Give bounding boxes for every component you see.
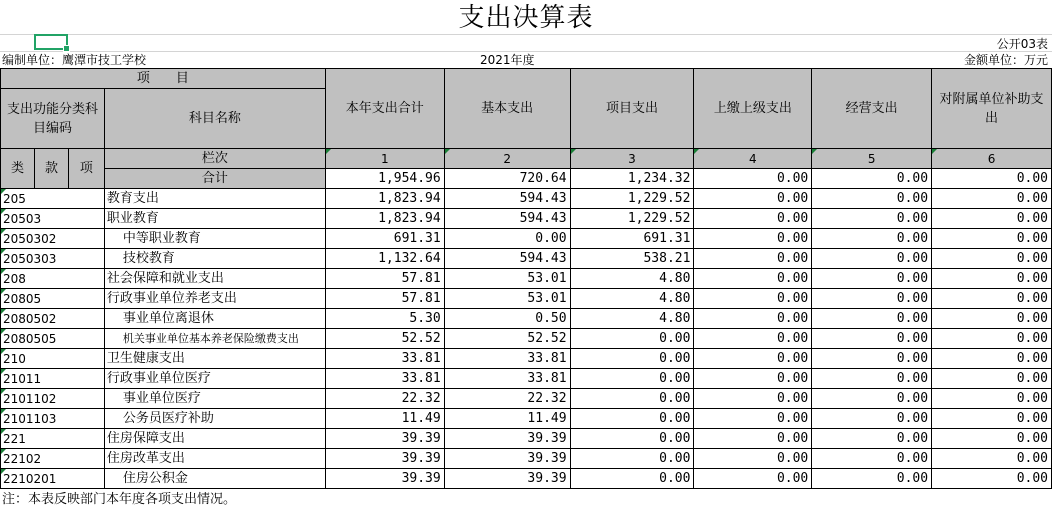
col-header-4: 上缴上级支出: [694, 69, 812, 149]
func-code-cell[interactable]: 2080505: [1, 329, 105, 349]
func-code-cell[interactable]: 22102: [1, 449, 105, 469]
col-number: 4: [694, 149, 812, 169]
amount-cell[interactable]: 0.00: [570, 349, 694, 369]
row-label: 栏次: [104, 149, 325, 169]
table-row: [1, 349, 1052, 369]
amount-cell[interactable]: 0.00: [812, 209, 932, 229]
amount-cell[interactable]: 4.80: [570, 289, 694, 309]
total-cell[interactable]: 0.00: [812, 169, 932, 189]
amount-cell[interactable]: 1,823.94: [325, 189, 444, 209]
item-group-header: 项 目: [1, 69, 326, 89]
amount-cell[interactable]: 0.00: [570, 389, 694, 409]
func-code-cell[interactable]: 221: [1, 429, 105, 449]
report-year: 2021年度: [480, 53, 535, 67]
amount-cell[interactable]: 0.00: [932, 469, 1052, 489]
amount-cell[interactable]: 0.00: [932, 249, 1052, 269]
amount-cell[interactable]: 39.39: [444, 449, 570, 469]
amount-cell[interactable]: 0.00: [812, 329, 932, 349]
report-title: 支出决算表: [458, 3, 594, 33]
col-number: 5: [812, 149, 932, 169]
subject-name-cell[interactable]: 社会保障和就业支出: [104, 269, 325, 289]
table-row: [1, 209, 1052, 229]
func-code-cell[interactable]: 2080502: [1, 309, 105, 329]
amount-cell[interactable]: 39.39: [444, 429, 570, 449]
amount-cell[interactable]: 0.00: [694, 249, 812, 269]
total-label: 合计: [104, 169, 325, 189]
amount-cell[interactable]: 0.00: [932, 329, 1052, 349]
xiang-header: 项: [68, 149, 104, 189]
amount-cell[interactable]: 0.00: [932, 369, 1052, 389]
amount-unit: 金额单位：万元: [963, 53, 1048, 67]
amount-cell[interactable]: 0.00: [570, 429, 694, 449]
table-row: [1, 329, 1052, 349]
amount-cell[interactable]: 594.43: [444, 249, 570, 269]
total-row: [1, 169, 1052, 189]
amount-cell[interactable]: 0.00: [694, 329, 812, 349]
amount-cell[interactable]: 33.81: [444, 369, 570, 389]
subject-name-cell[interactable]: 卫生健康支出: [104, 349, 325, 369]
func-code-cell[interactable]: 208: [1, 269, 105, 289]
func-code-cell[interactable]: 205: [1, 189, 105, 209]
amount-cell[interactable]: 5.30: [325, 309, 444, 329]
col-header-3: 项目支出: [570, 69, 694, 149]
amount-cell[interactable]: 0.00: [694, 289, 812, 309]
unit-label: 编制单位：鹰潭市技工学校: [2, 53, 147, 67]
col-header-5: 经营支出: [812, 69, 932, 149]
amount-cell[interactable]: 22.32: [325, 389, 444, 409]
amount-cell[interactable]: 0.00: [812, 469, 932, 489]
amount-cell[interactable]: 0.00: [932, 389, 1052, 409]
subject-name-cell[interactable]: 事业单位离退休: [104, 309, 325, 329]
subject-name-cell[interactable]: 教育支出: [104, 189, 325, 209]
table-row: [1, 369, 1052, 389]
amount-cell[interactable]: 1,229.52: [570, 189, 694, 209]
amount-cell[interactable]: 0.00: [932, 429, 1052, 449]
amount-cell[interactable]: 0.00: [932, 289, 1052, 309]
func-code-cell[interactable]: 2101103: [1, 409, 105, 429]
amount-cell[interactable]: 57.81: [325, 269, 444, 289]
amount-cell[interactable]: 0.00: [932, 449, 1052, 469]
col-number: 2: [444, 149, 570, 169]
subject-name-cell[interactable]: 机关事业单位基本养老保险缴费支出: [104, 329, 325, 349]
table-row: [1, 309, 1052, 329]
total-cell[interactable]: 0.00: [694, 169, 812, 189]
amount-cell[interactable]: 4.80: [570, 309, 694, 329]
grid-line: [0, 34, 1052, 35]
amount-cell[interactable]: 11.49: [444, 409, 570, 429]
total-cell[interactable]: 1,954.96: [325, 169, 444, 189]
subject-name-cell[interactable]: 技校教育: [104, 249, 325, 269]
amount-cell[interactable]: 11.49: [325, 409, 444, 429]
amount-cell[interactable]: 22.32: [444, 389, 570, 409]
amount-cell[interactable]: 0.50: [444, 309, 570, 329]
amount-cell[interactable]: 0.00: [812, 289, 932, 309]
table-row: [1, 409, 1052, 429]
col-header-2: 基本支出: [444, 69, 570, 149]
amount-cell[interactable]: 0.00: [812, 189, 932, 209]
func-code-cell[interactable]: 20503: [1, 209, 105, 229]
subject-name-cell[interactable]: 住房公积金: [104, 469, 325, 489]
col-number: 3: [570, 149, 694, 169]
amount-cell[interactable]: 691.31: [325, 229, 444, 249]
table-row: [1, 289, 1052, 309]
amount-cell[interactable]: 0.00: [812, 349, 932, 369]
subject-name-cell[interactable]: 公务员医疗补助: [104, 409, 325, 429]
table-row: [1, 229, 1052, 249]
table-row: [1, 449, 1052, 469]
amount-cell[interactable]: 538.21: [570, 249, 694, 269]
col-number: 1: [325, 149, 444, 169]
amount-cell[interactable]: 0.00: [932, 229, 1052, 249]
selected-cell[interactable]: [34, 34, 68, 50]
amount-cell[interactable]: 0.00: [812, 369, 932, 389]
table-row: [1, 189, 1052, 209]
amount-cell[interactable]: 53.01: [444, 289, 570, 309]
col-header-1: 本年支出合计: [325, 69, 444, 149]
amount-cell[interactable]: 53.01: [444, 269, 570, 289]
lei-header: 类: [1, 149, 35, 189]
func-code-header: 支出功能分类科目编码: [1, 89, 105, 149]
amount-cell[interactable]: 0.00: [694, 469, 812, 489]
amount-cell[interactable]: 0.00: [694, 369, 812, 389]
amount-cell[interactable]: 0.00: [932, 349, 1052, 369]
amount-cell[interactable]: 0.00: [694, 409, 812, 429]
amount-cell[interactable]: 1,132.64: [325, 249, 444, 269]
total-cell[interactable]: 1,234.32: [570, 169, 694, 189]
amount-cell[interactable]: 33.81: [325, 369, 444, 389]
table-row: [1, 469, 1052, 489]
subject-name-cell[interactable]: 职业教育: [104, 209, 325, 229]
amount-cell[interactable]: 0.00: [694, 429, 812, 449]
amount-cell[interactable]: 0.00: [812, 429, 932, 449]
amount-cell[interactable]: 0.00: [570, 329, 694, 349]
amount-cell[interactable]: 0.00: [932, 409, 1052, 429]
amount-cell[interactable]: 0.00: [694, 309, 812, 329]
kuan-header: 款: [34, 149, 68, 189]
amount-cell[interactable]: 0.00: [694, 449, 812, 469]
amount-cell[interactable]: 39.39: [444, 469, 570, 489]
total-cell[interactable]: 0.00: [932, 169, 1052, 189]
func-code-cell[interactable]: 2050302: [1, 229, 105, 249]
subject-name-cell[interactable]: 行政事业单位医疗: [104, 369, 325, 389]
func-code-cell[interactable]: 21011: [1, 369, 105, 389]
func-code-cell[interactable]: 210: [1, 349, 105, 369]
amount-cell[interactable]: 4.80: [570, 269, 694, 289]
amount-cell[interactable]: 0.00: [932, 269, 1052, 289]
amount-cell[interactable]: 52.52: [444, 329, 570, 349]
amount-cell[interactable]: 0.00: [932, 189, 1052, 209]
amount-cell[interactable]: 594.43: [444, 189, 570, 209]
subject-name-cell[interactable]: 中等职业教育: [104, 229, 325, 249]
table-row: [1, 269, 1052, 289]
total-cell[interactable]: 720.64: [444, 169, 570, 189]
amount-cell[interactable]: 0.00: [694, 349, 812, 369]
amount-cell[interactable]: 57.81: [325, 289, 444, 309]
col-number: 6: [932, 149, 1052, 169]
amount-cell[interactable]: 594.43: [444, 209, 570, 229]
amount-cell[interactable]: 0.00: [694, 209, 812, 229]
amount-cell[interactable]: 0.00: [812, 249, 932, 269]
amount-cell[interactable]: 691.31: [570, 229, 694, 249]
amount-cell[interactable]: 0.00: [812, 309, 932, 329]
table-row: [1, 249, 1052, 269]
subject-name-cell[interactable]: 行政事业单位养老支出: [104, 289, 325, 309]
amount-cell[interactable]: 1,229.52: [570, 209, 694, 229]
amount-cell[interactable]: 0.00: [694, 189, 812, 209]
func-code-cell[interactable]: 20805: [1, 289, 105, 309]
amount-cell[interactable]: 39.39: [325, 449, 444, 469]
form-code: 公开03表: [996, 37, 1048, 51]
amount-cell[interactable]: 0.00: [812, 449, 932, 469]
amount-cell[interactable]: 0.00: [812, 269, 932, 289]
amount-cell[interactable]: 0.00: [812, 409, 932, 429]
amount-cell[interactable]: 0.00: [812, 389, 932, 409]
amount-cell[interactable]: 39.39: [325, 429, 444, 449]
subject-name-cell[interactable]: 住房改革支出: [104, 449, 325, 469]
amount-cell[interactable]: 0.00: [570, 449, 694, 469]
header-row-1: [1, 69, 1052, 89]
amount-cell[interactable]: 0.00: [570, 409, 694, 429]
amount-cell[interactable]: 52.52: [325, 329, 444, 349]
amount-cell[interactable]: 0.00: [694, 269, 812, 289]
column-number-row: [1, 149, 1052, 169]
amount-cell[interactable]: 33.81: [444, 349, 570, 369]
amount-cell[interactable]: 0.00: [694, 229, 812, 249]
table-row: [1, 429, 1052, 449]
amount-cell[interactable]: 33.81: [325, 349, 444, 369]
amount-cell[interactable]: 0.00: [694, 389, 812, 409]
col-header-6: 对附属单位补助支出: [932, 69, 1052, 149]
amount-cell[interactable]: 0.00: [812, 229, 932, 249]
subject-name-header: 科目名称: [104, 89, 325, 149]
amount-cell[interactable]: 0.00: [932, 309, 1052, 329]
expenditure-table: [0, 68, 1052, 489]
amount-cell[interactable]: 39.39: [325, 469, 444, 489]
footnote: 注：本表反映部门本年度各项支出情况。: [2, 492, 237, 507]
amount-cell[interactable]: 0.00: [444, 229, 570, 249]
table-row: [1, 389, 1052, 409]
subject-name-cell[interactable]: 事业单位医疗: [104, 389, 325, 409]
amount-cell[interactable]: 0.00: [932, 209, 1052, 229]
amount-cell[interactable]: 0.00: [570, 369, 694, 389]
func-code-cell[interactable]: 2050303: [1, 249, 105, 269]
func-code-cell[interactable]: 2210201: [1, 469, 105, 489]
amount-cell[interactable]: 0.00: [570, 469, 694, 489]
subject-name-cell[interactable]: 住房保障支出: [104, 429, 325, 449]
func-code-cell[interactable]: 2101102: [1, 389, 105, 409]
amount-cell[interactable]: 1,823.94: [325, 209, 444, 229]
